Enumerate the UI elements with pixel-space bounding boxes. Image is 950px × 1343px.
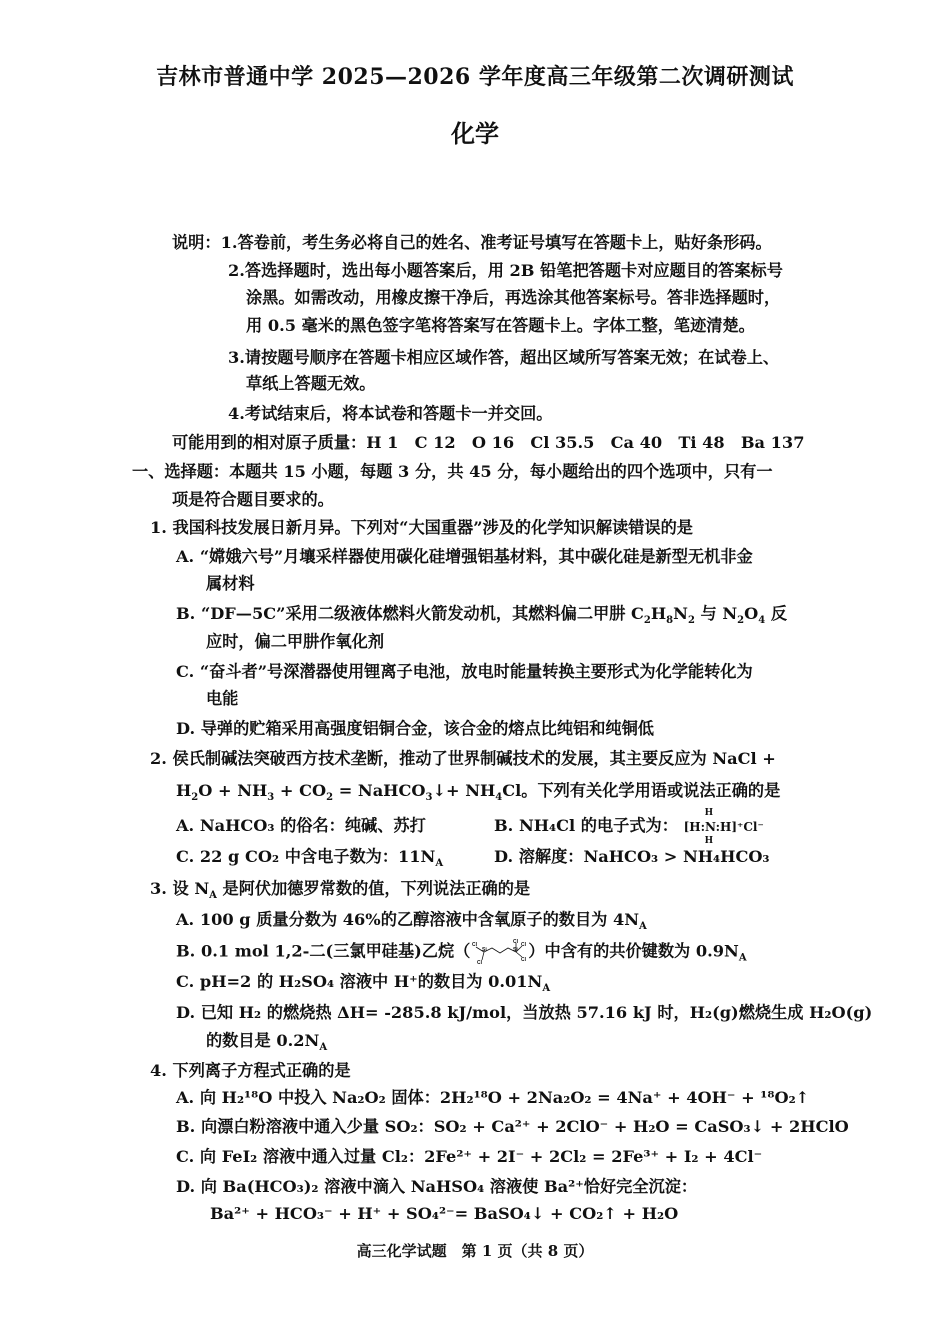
svg-text:Cl: Cl — [521, 957, 527, 963]
svg-text:Cl: Cl — [477, 960, 483, 965]
instructions-label: 说明： — [172, 233, 221, 252]
molecule-structure — [470, 939, 528, 965]
svg-text:Si: Si — [513, 947, 519, 953]
question-2-option-c: C. 22 g CO₂ 中含电子数为：$11N_A$ — [176, 847, 444, 870]
instructions-item-1: 说明：1.答卷前，考生务必将自己的姓名、准考证号填写在答题卡上，贴好条形码。 — [172, 233, 772, 252]
question-1-option-c-cont: 电能 — [206, 689, 239, 708]
question-3-option-d: D. 已知 H₂ 的燃烧热 ΔH= -285.8 kJ/mol，当放热 57.16 kJ 时，H₂(g)燃烧生成 H₂O(g) — [176, 1003, 873, 1022]
question-4-option-c: C. 向 FeI₂ 溶液中通入过量 Cl₂：2Fe²⁺ + 2I⁻ + 2Cl₂ = 2Fe³⁺ + I₂ + 4Cl⁻ — [176, 1147, 763, 1166]
question-1-option-b-cont: 应时，偏二甲肼作氧化剂 — [206, 632, 385, 651]
question-1-stem: 1. 我国科技发展日新月异。下列对“大国重器”涉及的化学知识解读错误的是 — [150, 518, 693, 537]
instructions-item-4: 4.考试结束后，将本试卷和答题卡一并交回。 — [228, 404, 553, 423]
question-1-option-a: A. “嫦娥六号”月壤采样器使用碳化硅增强铝基材料，其中碳化硅是新型无机非金 — [176, 547, 753, 566]
question-1-option-d: D. 导弹的贮箱采用高强度铝铜合金，该合金的熔点比纯铝和纯铜低 — [176, 719, 654, 738]
question-4-option-a: A. 向 H₂¹⁸O 中投入 Na₂O₂ 固体：2H₂¹⁸O + 2Na₂O₂ = 4Na⁺ + 4OH⁻ + ¹⁸O₂↑ — [176, 1088, 810, 1107]
exam-title: 吉林市普通中学 2025—2026 学年度高三年级第二次调研测试 — [156, 64, 794, 90]
question-4-option-b: B. 向漂白粉溶液中通入少量 SO₂：SO₂ + Ca²⁺ + 2ClO⁻ + H₂O = CaSO₃↓ + 2HClO — [176, 1117, 849, 1136]
question-4-option-d: D. 向 Ba(HCO₃)₂ 溶液中滴入 NaHSO₄ 溶液使 Ba²⁺恰好完全沉淀： — [176, 1177, 698, 1196]
subject-title: 化学 — [451, 119, 499, 148]
question-3-option-d-cont: 的数目是 $0.2N_A$ — [206, 1031, 328, 1054]
instructions-item-2: 2.答选择题时，选出每小题答案后，用 2B 铅笔把答题卡对应题目的答案标号 — [228, 261, 783, 280]
question-2-option-a: A. NaHCO₃ 的俗名：纯碱、苏打 — [176, 816, 426, 835]
instructions-item-2-cont: 涂黑。如需改动，用橡皮擦干净后，再选涂其他答案标号。答非选择题时， — [246, 288, 781, 307]
question-2-option-d: D. 溶解度：NaHCO₃ > NH₄HCO₃ — [494, 847, 770, 866]
question-3-option-c: C. pH=2 的 H₂SO₄ 溶液中 H⁺的数目为 $0.01N_A$ — [176, 972, 551, 995]
instructions-item-3-cont: 草纸上答题无效。 — [246, 374, 376, 393]
question-2-option-b: B. NH₄Cl 的电子式为： H [H:N:H]⁺Cl⁻ H — [494, 807, 764, 846]
question-3-stem: 3. 设 $N_A$ 是阿伏加德罗常数的值，下列说法正确的是 — [150, 879, 531, 902]
question-3-option-a: A. 100 g 质量分数为 46%的乙醇溶液中含氧原子的数目为 $4N_A$ — [176, 910, 647, 933]
question-4-stem: 4. 下列离子方程式正确的是 — [150, 1061, 351, 1080]
section-heading: 一、选择题：本题共 15 小题，每题 3 分，共 45 分，每小题给出的四个选项中，只有一 — [132, 462, 773, 481]
page-footer: 高三化学试题 第 1 页（共 8 页） — [356, 1242, 594, 1260]
question-4-option-d-cont: Ba²⁺ + HCO₃⁻ + H⁺ + SO₄²⁻= BaSO₄↓ + CO₂↑ + H₂O — [210, 1204, 679, 1223]
atomic-masses: 可能用到的相对原子质量：H 1 C 12 O 16 Cl 35.5 Ca 40 Ti 48 Ba 137 — [172, 433, 805, 452]
question-3-option-b: B. 0.1 mol 1,2-二(三氯甲硅基)乙烷（ Cl Si Cl Si Cl Cl Cl ）中含有的共价键数为 $0.9N_A$ — [176, 939, 747, 965]
section-heading-cont: 项是符合题目要求的。 — [172, 490, 334, 509]
question-1-option-a-cont: 属材料 — [206, 574, 255, 593]
instructions-item-2-cont2: 用 0.5 毫米的黑色签字笔将答案写在答题卡上。字体工整，笔迹清楚。 — [246, 316, 755, 335]
svg-text:Cl: Cl — [513, 939, 519, 945]
electron-formula: H [H:N:H]⁺Cl⁻ H — [683, 807, 764, 846]
svg-text:Cl: Cl — [472, 942, 478, 948]
question-1-option-c: C. “奋斗者”号深潜器使用锂离子电池，放电时能量转换主要形式为化学能转化为 — [176, 662, 753, 681]
question-2-stem: 2. 侯氏制碱法突破西方技术垄断，推动了世界制碱技术的发展，其主要反应为 NaCl + — [150, 749, 776, 768]
question-1-option-b: B. “DF—5C”采用二级液体燃料火箭发动机，其燃料偏二甲肼 $C_2H_8N_2$ 与 $N_2O_4$ 反 — [176, 604, 788, 627]
svg-text:Cl: Cl — [521, 942, 527, 948]
svg-text:Si: Si — [482, 947, 488, 953]
question-2-stem-cont: $H_2O + NH_3 + CO_2$ = NaHCO$_3$↓+ $NH_4Cl$。下列有关化学用语或说法正确的是 — [176, 781, 781, 804]
instructions-item-3: 3.请按题号顺序在答题卡相应区域作答，超出区域所写答案无效；在试卷上、 — [228, 348, 780, 367]
